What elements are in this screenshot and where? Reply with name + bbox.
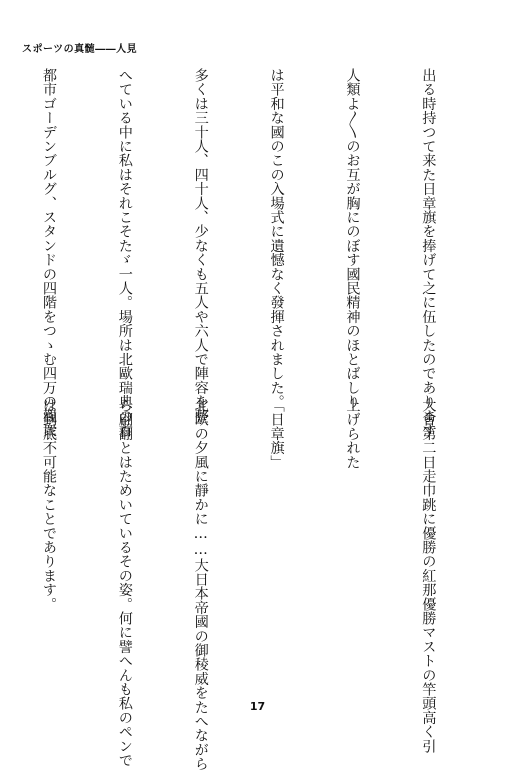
text-line: は平和な國のこの入場式に遺憾なく發揮されました。 (268, 68, 285, 409)
running-header: スポーツの真髄――人見 (22, 44, 138, 55)
page-number: 17 (249, 700, 266, 713)
text-line: 都市ゴーデンブルグ、スタンドの四階をつゝむ四万の觀衆 (40, 68, 57, 438)
text-line: 人類よ〳〵のお互が胸にのぼす國民精神のほとばしり (344, 68, 361, 409)
text-line: 大會第二日走巾跳に優勝の紅那優勝マストの竿頭高く引 (420, 398, 437, 753)
text-line: へている中に私はそれこそたゞ一人。場所は北歐瑞典の首 (116, 68, 133, 438)
text-line: 北欧の夕風に靜かに……大日本帝國の御稜威をたへながら (192, 398, 209, 771)
text-line: 出る時持つて来た日章旗を捧げて之に伍したのであります (420, 68, 437, 438)
text-line: 「日章旗」 (268, 398, 285, 469)
text-line: 多くは三十人、四十人、少なくも五人や六人で陣容を整 (192, 68, 209, 423)
text-line: 上げられた (344, 398, 361, 469)
text-line: は到底不可能なことであります。 (40, 398, 57, 611)
text-line: ら翩翻とはためいているその姿。何に譬へんも私のペンで (116, 398, 133, 768)
